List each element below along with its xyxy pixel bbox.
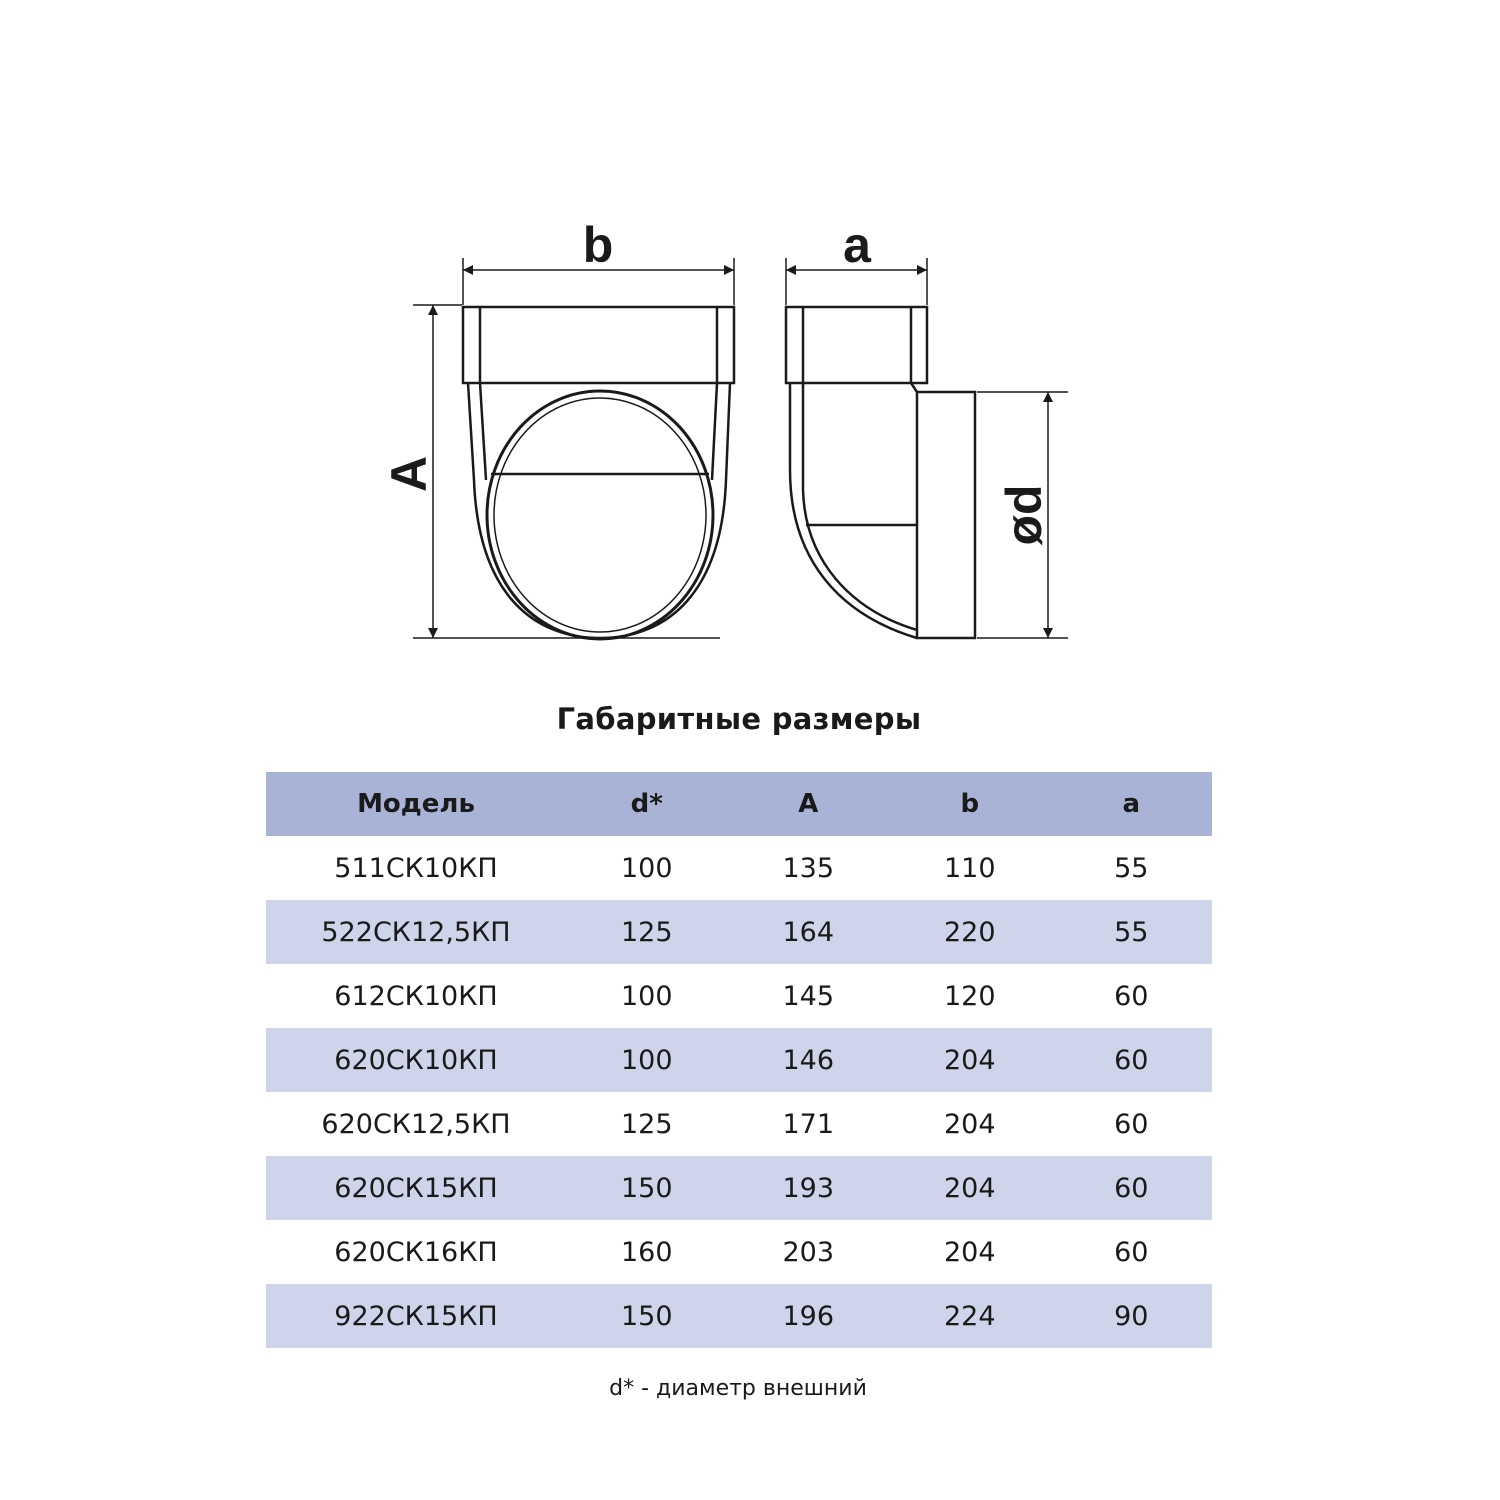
cell-b: 204: [889, 1092, 1051, 1156]
header-b: b: [889, 772, 1051, 836]
cell-model: 620СК15КП: [266, 1156, 566, 1220]
cell-A: 164: [728, 900, 890, 964]
dimensions-table: [266, 772, 1212, 1348]
table-row: [266, 1284, 1212, 1348]
cell-d: 100: [566, 1028, 728, 1092]
cell-a: 60: [1051, 1220, 1213, 1284]
dimension-b-label: b: [582, 217, 614, 273]
front-view: [463, 307, 734, 639]
header-A: A: [728, 772, 890, 836]
header-a: a: [1051, 772, 1213, 836]
cell-a: 55: [1051, 836, 1213, 900]
cell-b: 224: [889, 1284, 1051, 1348]
cell-A: 135: [728, 836, 890, 900]
header-d: d*: [566, 772, 728, 836]
cell-b: 204: [889, 1156, 1051, 1220]
cell-model: 612СК10КП: [266, 964, 566, 1028]
cell-d: 150: [566, 1284, 728, 1348]
cell-b: 204: [889, 1220, 1051, 1284]
cell-a: 60: [1051, 1092, 1213, 1156]
cell-A: 193: [728, 1156, 890, 1220]
front-body-outline: [468, 383, 730, 638]
side-view: [786, 307, 975, 638]
technical-drawing: [0, 0, 1500, 680]
table-header-row: [266, 772, 1212, 836]
cell-A: 203: [728, 1220, 890, 1284]
cell-d: 100: [566, 836, 728, 900]
cell-a: 60: [1051, 1028, 1213, 1092]
table-row: [266, 900, 1212, 964]
side-spigot: [917, 392, 975, 638]
side-collar: [786, 307, 927, 383]
cell-a: 55: [1051, 900, 1213, 964]
table-row: [266, 1156, 1212, 1220]
cell-a: 60: [1051, 1156, 1213, 1220]
cell-d: 125: [566, 900, 728, 964]
table-body: [266, 836, 1212, 1348]
cell-b: 120: [889, 964, 1051, 1028]
cell-b: 220: [889, 900, 1051, 964]
cell-model: 522СК12,5КП: [266, 900, 566, 964]
cell-model: 620СК16КП: [266, 1220, 566, 1284]
cell-model: 922СК15КП: [266, 1284, 566, 1348]
dimension-A-label: A: [381, 455, 437, 493]
cell-A: 145: [728, 964, 890, 1028]
cell-b: 204: [889, 1028, 1051, 1092]
dimension-d-label: ød: [996, 484, 1052, 546]
cell-d: 150: [566, 1156, 728, 1220]
cell-d: 100: [566, 964, 728, 1028]
cell-model: 620СК10КП: [266, 1028, 566, 1092]
table-row: [266, 836, 1212, 900]
front-collar: [463, 307, 734, 383]
cell-d: 125: [566, 1092, 728, 1156]
cell-a: 90: [1051, 1284, 1213, 1348]
cell-A: 196: [728, 1284, 890, 1348]
cell-A: 171: [728, 1092, 890, 1156]
table-row: [266, 1028, 1212, 1092]
header-model: Модель: [266, 772, 566, 836]
dimensions: [413, 258, 1068, 638]
cell-model: 620СК12,5КП: [266, 1092, 566, 1156]
cell-A: 146: [728, 1028, 890, 1092]
cell-a: 60: [1051, 964, 1213, 1028]
footnote: d* - диаметр внешний: [609, 1376, 867, 1401]
cell-b: 110: [889, 836, 1051, 900]
dimension-a-label: a: [843, 217, 871, 273]
cell-model: 511СК10КП: [266, 836, 566, 900]
table-row: [266, 1220, 1212, 1284]
table-row: [266, 1092, 1212, 1156]
side-body-outline: [790, 383, 917, 638]
round-outlet: [487, 391, 713, 639]
table-row: [266, 964, 1212, 1028]
table-title: Габаритные размеры: [556, 702, 922, 736]
cell-d: 160: [566, 1220, 728, 1284]
